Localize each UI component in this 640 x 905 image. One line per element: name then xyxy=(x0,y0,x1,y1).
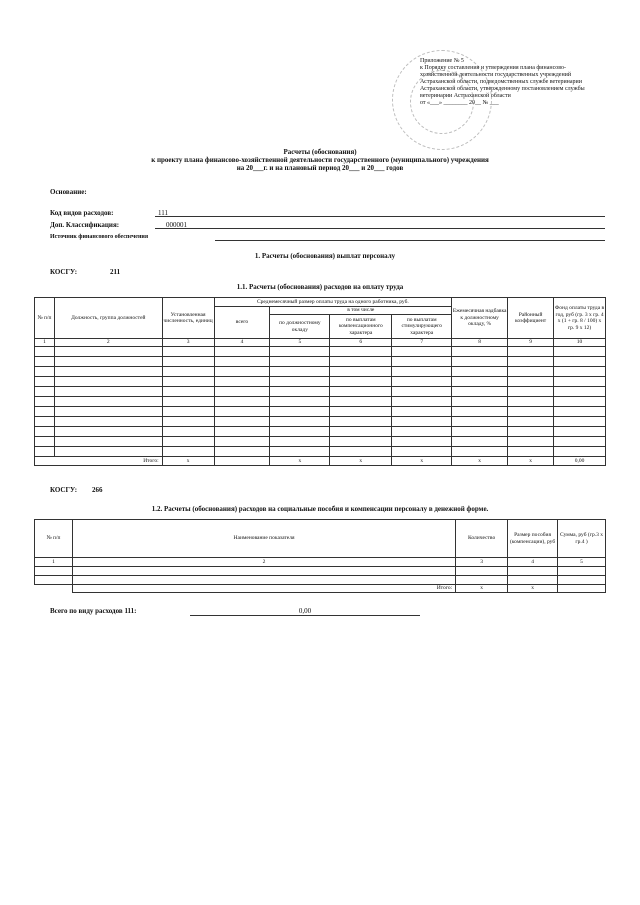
kosgu-label-2: КОСГУ: xyxy=(50,486,78,494)
header-fund: Фонд оплаты труда в год, руб (гр. 3 х гр. 4 х (1 + гр. 8 / 100) х гр. 9 х 12) xyxy=(554,298,606,339)
approval-line: Астраханской области, подведомственных службе ветеринарии xyxy=(420,79,582,85)
total-cell: х xyxy=(330,457,392,466)
table-row xyxy=(35,567,606,576)
table-row xyxy=(35,437,606,447)
col-number: 8 xyxy=(452,339,508,347)
total-cell: х xyxy=(456,585,508,593)
header-position: Должность, группа должностей xyxy=(54,298,162,339)
funding-source-label: Источник финансового обеспечения xyxy=(50,234,149,240)
table-row xyxy=(35,387,606,397)
header-including: в том числе xyxy=(270,307,452,315)
total-cell: х xyxy=(270,457,330,466)
header-regional: Районный коэффициент xyxy=(508,298,554,339)
column-numbers-row xyxy=(35,339,606,347)
col-number: 1 xyxy=(35,558,73,567)
summary-value: 0,00 xyxy=(298,607,312,615)
col-number: 2 xyxy=(72,558,455,567)
table-row xyxy=(35,427,606,437)
col-number: 7 xyxy=(392,339,452,347)
total-cell: х xyxy=(508,457,554,466)
section1-heading: 1. Расчеты (обоснования) выплат персоналу xyxy=(254,252,396,260)
col-number: 3 xyxy=(456,558,508,567)
total-cell: 0,00 xyxy=(554,457,606,466)
col-number: 1 xyxy=(35,339,55,347)
approval-line: хозяйственной деятельности государственных учреждений xyxy=(420,72,572,78)
header-qty: Количество xyxy=(456,520,508,558)
section1-subheading: 1.1. Расчеты (обоснования) расходов на оплату труда xyxy=(236,283,404,291)
total-cell: х xyxy=(508,585,558,593)
header-by-salary: по должностному окладу xyxy=(270,315,330,339)
total-cell: х xyxy=(162,457,214,466)
total-cell xyxy=(214,457,270,466)
classification-label: Доп. Классификация: xyxy=(50,221,120,229)
col-number: 4 xyxy=(508,558,558,567)
header-sum: Сумма, руб (гр.3 х гр.4 ) xyxy=(558,520,606,558)
total-row xyxy=(35,585,606,593)
basis-label: Основание: xyxy=(50,188,87,196)
total-cell: х xyxy=(392,457,452,466)
total-label: Итого: xyxy=(72,585,455,593)
header-name: Наименование показателя xyxy=(72,520,455,558)
kosgu-label: КОСГУ: xyxy=(50,268,78,276)
table-row xyxy=(35,447,606,457)
approval-line: от «___» ________ 20__ № ___ xyxy=(420,100,499,106)
title-line-2: к проекту плана финансово-хозяйственной деятельности государственного (муниципального) учреждения xyxy=(151,156,489,164)
table-row xyxy=(35,357,606,367)
header-staff: Установленная численность, единиц xyxy=(162,298,214,339)
document-title xyxy=(60,148,580,172)
kosgu-value: 211 xyxy=(110,268,121,276)
col-number: 5 xyxy=(558,558,606,567)
header-num: № п/п xyxy=(35,298,55,339)
col-number: 5 xyxy=(270,339,330,347)
header-monthly-bonus: Ежемесячная надбавка к должностному окладу, % xyxy=(452,298,508,339)
col-number: 9 xyxy=(508,339,554,347)
col-number: 2 xyxy=(54,339,162,347)
approval-block xyxy=(420,58,630,107)
header-compensatory: по выплатам компенсационного характера xyxy=(330,315,392,339)
header-incentive: по выплатам стимулирующего характера xyxy=(392,315,452,339)
approval-line: Приложение № 5 xyxy=(420,58,464,64)
table-row xyxy=(35,407,606,417)
expense-code-label: Код видов расходов: xyxy=(50,209,114,217)
section2-subheading: 1.2. Расчеты (обоснования) расходов на социальные пособия и компенсации персоналу в денежной форме. xyxy=(151,505,489,513)
header-avg-pay: Среднемесячный размер оплаты труда на одного работника, руб. xyxy=(214,298,452,307)
expense-code-value: 111 xyxy=(158,209,168,217)
total-label: Итого: xyxy=(35,457,163,466)
approval-line: ветеринарии Астраханской области xyxy=(420,93,511,99)
classification-value: 000001 xyxy=(166,221,187,229)
col-number: 4 xyxy=(214,339,270,347)
title-line-3: на 20___г. и на плановый период 20___ и 20___ годов xyxy=(236,164,404,172)
col-number: 6 xyxy=(330,339,392,347)
table-row xyxy=(35,377,606,387)
table-row xyxy=(35,367,606,377)
total-row xyxy=(35,457,606,466)
header-benefit: Размер пособия (компенсации), руб xyxy=(508,520,558,558)
total-cell: х xyxy=(452,457,508,466)
col-number: 3 xyxy=(162,339,214,347)
title-line-1: Расчеты (обоснования) xyxy=(283,148,357,156)
table-row xyxy=(35,397,606,407)
header-total: всего xyxy=(214,307,270,339)
column-numbers-row xyxy=(35,558,606,567)
table-row xyxy=(35,417,606,427)
table-row xyxy=(35,347,606,357)
header-num-2: № п/п xyxy=(35,520,73,558)
approval-line: Астраханской области, утвержденному постановлением службы xyxy=(420,86,585,92)
approval-line: к Порядку составления и утверждения плана финансово- xyxy=(420,65,567,71)
table-row xyxy=(35,576,606,585)
total-cell xyxy=(558,585,606,593)
payroll-table xyxy=(34,297,606,466)
benefits-table xyxy=(34,519,606,593)
kosgu-value-2: 266 xyxy=(92,486,103,494)
summary-label: Всего по виду расходов 111: xyxy=(50,607,137,615)
col-number: 10 xyxy=(554,339,606,347)
